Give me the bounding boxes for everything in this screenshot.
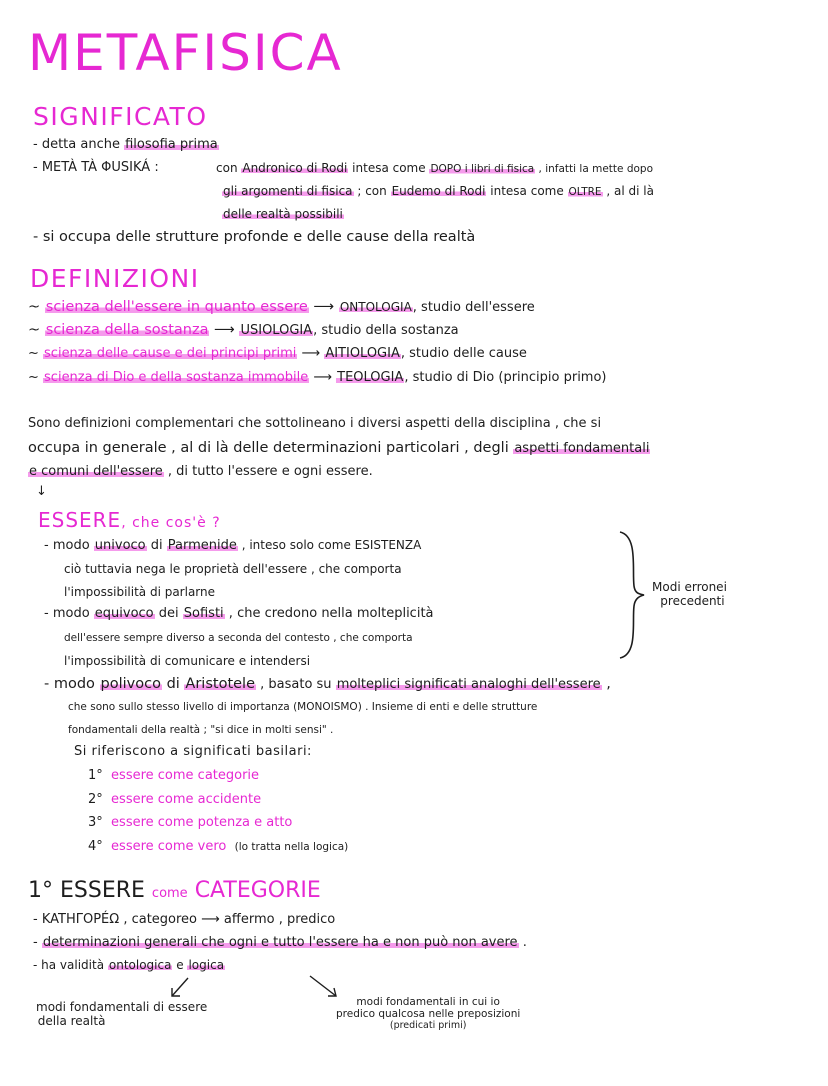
- highlighted-text: molteplici significati analoghi dell'essere: [336, 677, 601, 692]
- section-heading-categorie: [28, 878, 321, 903]
- categorie-line-3: [33, 958, 225, 972]
- tilde-bullet: ~: [28, 322, 45, 338]
- highlighted-text: equivoco: [94, 606, 154, 621]
- definition-desc: , studio delle cause: [400, 346, 527, 361]
- text: , infatti la mette dopo: [535, 163, 653, 175]
- text: di: [146, 538, 167, 553]
- highlighted-text: determinazioni generali che ogni e tutto l'essere ha e non può non avere: [42, 935, 518, 950]
- definition-term: AITIOLOGIA: [325, 346, 400, 361]
- definition-term: ONTOLOGIA: [339, 300, 412, 314]
- branch-arrows: [150, 972, 350, 1002]
- text: di: [161, 676, 185, 692]
- definition-term: USIOLOGIA: [240, 323, 313, 338]
- branch-left-line-1: modi fondamentali di essere: [36, 1000, 208, 1014]
- definition-row-2: [28, 322, 459, 338]
- text: .: [518, 935, 527, 950]
- arrow-right-icon: ⟶: [209, 322, 240, 338]
- significato-line-3: [222, 184, 654, 198]
- tilde-bullet: ~: [28, 346, 44, 361]
- arrow-down-icon: ↓: [36, 484, 47, 499]
- arrow-right-icon: ⟶: [201, 912, 224, 927]
- list-number: 3°: [88, 815, 103, 830]
- significato-line-1: [33, 137, 219, 152]
- side-note-line-1: Modi erronei: [652, 580, 727, 594]
- text: e: [172, 958, 188, 972]
- essere-modo-univoco-line-3: l'impossibilità di parlarne: [64, 585, 216, 599]
- text: - modo: [44, 538, 94, 553]
- highlighted-text: polivoco: [100, 676, 161, 692]
- highlighted-text: Andronico di Rodi: [242, 161, 348, 175]
- significato-line-2: [33, 160, 159, 175]
- arrow-right-icon: ⟶: [309, 370, 337, 385]
- highlighted-text: Parmenide: [167, 538, 237, 553]
- definition-row-1: [28, 299, 535, 315]
- list-item: [88, 792, 261, 807]
- text: - modo: [44, 606, 94, 621]
- essere-modo-polivoco: [44, 676, 611, 692]
- text: , basato su: [256, 677, 336, 692]
- essere-modo-univoco-line-2: ciò tuttavia nega le proprietà dell'essere , che comporta: [64, 562, 402, 576]
- significato-line-2-cont: [216, 161, 653, 175]
- greek-term: - METÀ TÀ ΦUSIKÁ :: [33, 160, 159, 175]
- list-item: [88, 768, 259, 783]
- side-note-line-2: precedenti: [660, 594, 725, 608]
- branch-right-line-1: modi fondamentali in cui io: [356, 996, 500, 1008]
- significato-line-5: - si occupa delle strutture profonde e delle cause della realtà: [33, 229, 476, 245]
- list-note: (lo tratta nella logica): [234, 841, 349, 853]
- text: ESSERE: [38, 508, 122, 532]
- categorie-line-2: [33, 935, 527, 950]
- section-heading-significato: SIGNIFICATO: [33, 102, 208, 131]
- definition-text: scienza delle cause e dei principi primi: [44, 346, 297, 361]
- text: occupa in generale , al di là delle determinazioni particolari , degli: [28, 440, 514, 456]
- definition-row-3: [28, 346, 527, 361]
- highlighted-text: ontologica: [108, 958, 172, 972]
- tilde-bullet: ~: [28, 370, 44, 385]
- text: , al di là: [602, 184, 654, 198]
- list-text: essere come potenza e atto: [111, 815, 293, 830]
- highlighted-text: gli argomenti di fisica: [223, 184, 353, 198]
- branch-left-line-2: della realtà: [37, 1014, 106, 1028]
- list-number: 1°: [88, 768, 103, 783]
- highlighted-text: logica: [188, 958, 225, 972]
- subheading-essere: [38, 508, 221, 532]
- text: come: [151, 886, 188, 901]
- text: - KATHΓOPÉΩ , categoreo: [33, 912, 202, 927]
- definizioni-paragraph-line-2: [28, 440, 650, 456]
- page-title: METAFISICA: [28, 24, 343, 82]
- highlighted-text: OLTRE: [568, 186, 602, 198]
- list-number: 4°: [88, 839, 103, 854]
- highlighted-text: e comuni dell'essere: [29, 464, 163, 479]
- text: , inteso solo come ESISTENZA: [237, 538, 422, 552]
- definition-desc: , studio dell'essere: [412, 300, 535, 315]
- essere-modo-polivoco-line-3: fondamentali della realtà ; "si dice in molti sensi" .: [68, 724, 334, 736]
- branch-left-note: [36, 1000, 207, 1028]
- list-text: essere come vero: [111, 839, 227, 854]
- highlighted-text: univoco: [94, 538, 146, 553]
- arrow-right-icon: ⟶: [308, 299, 339, 315]
- text: dei: [154, 606, 183, 621]
- highlighted-text: aspetti fondamentali: [514, 441, 650, 456]
- list-number: 2°: [88, 792, 103, 807]
- text: , che cos'è ?: [121, 515, 221, 531]
- text: 1° ESSERE: [28, 878, 145, 903]
- curly-brace: [616, 530, 646, 660]
- arrow-down-left-icon: [172, 978, 188, 996]
- text: - ha validità: [33, 958, 108, 972]
- text: - detta anche: [33, 137, 125, 152]
- branch-right-line-2: predico qualcosa nelle preposizioni: [336, 1008, 521, 1020]
- text: ,: [601, 676, 611, 692]
- significato-line-4: [222, 207, 344, 221]
- highlighted-text: delle realtà possibili: [223, 207, 343, 221]
- definizioni-paragraph-line-1: Sono definizioni complementari che sottolineano i diversi aspetti della disciplina , che si: [28, 416, 602, 431]
- definizioni-paragraph-line-3: [28, 464, 373, 479]
- essere-modo-equivoco-line-2: dell'essere sempre diverso a seconda del contesto , che comporta: [64, 632, 413, 644]
- definition-term: TEOLOGIA: [337, 370, 404, 385]
- list-text: essere come accidente: [111, 792, 262, 807]
- arrow-right-icon: ⟶: [297, 346, 325, 361]
- side-note: [652, 580, 727, 608]
- branch-right-note: [336, 996, 520, 1031]
- text: , di tutto l'essere e ogni essere.: [163, 464, 373, 479]
- list-text: essere come categorie: [111, 768, 260, 783]
- text: -: [33, 935, 42, 950]
- definition-text: scienza della sostanza: [45, 322, 209, 338]
- text: ; con: [353, 184, 391, 198]
- text: CATEGORIE: [194, 878, 321, 903]
- text: intesa come: [486, 184, 568, 198]
- highlighted-text: DOPO i libri di fisica: [430, 163, 535, 175]
- list-item: [88, 815, 292, 830]
- tilde-bullet: ~: [28, 299, 45, 315]
- text: - modo: [44, 676, 100, 692]
- branch-right-line-3: (predicati primi): [389, 1020, 467, 1031]
- definition-desc: , studio di Dio (principio primo): [404, 370, 607, 385]
- essere-modo-equivoco: [44, 606, 434, 621]
- highlighted-text: filosofia prima: [125, 137, 218, 152]
- essere-modo-univoco: [44, 538, 421, 553]
- highlighted-text: Aristotele: [185, 676, 255, 692]
- arrow-down-right-icon: [310, 976, 336, 996]
- highlighted-text: Sofisti: [183, 606, 224, 621]
- definition-text: scienza di Dio e della sostanza immobile: [44, 370, 309, 385]
- highlighted-text: Eudemo di Rodi: [391, 184, 486, 198]
- significati-basilari: Si riferiscono a significati basilari:: [74, 744, 312, 759]
- text: , che credono nella molteplicità: [224, 606, 434, 621]
- definition-text: scienza dell'essere in quanto essere: [45, 299, 308, 315]
- definition-row-4: [28, 370, 607, 385]
- list-item: [88, 839, 348, 854]
- text: con: [216, 161, 242, 175]
- section-heading-definizioni: DEFINIZIONI: [30, 264, 200, 293]
- text: affermo , predico: [223, 912, 336, 927]
- text: intesa come: [348, 161, 430, 175]
- definition-desc: , studio della sostanza: [313, 323, 459, 338]
- essere-modo-polivoco-line-2: che sono sullo stesso livello di importanza (MONOISMO) . Insieme di enti e delle strutture: [68, 701, 538, 713]
- categorie-line-1: [33, 912, 335, 927]
- essere-modo-equivoco-line-3: l'impossibilità di comunicare e intendersi: [64, 654, 311, 668]
